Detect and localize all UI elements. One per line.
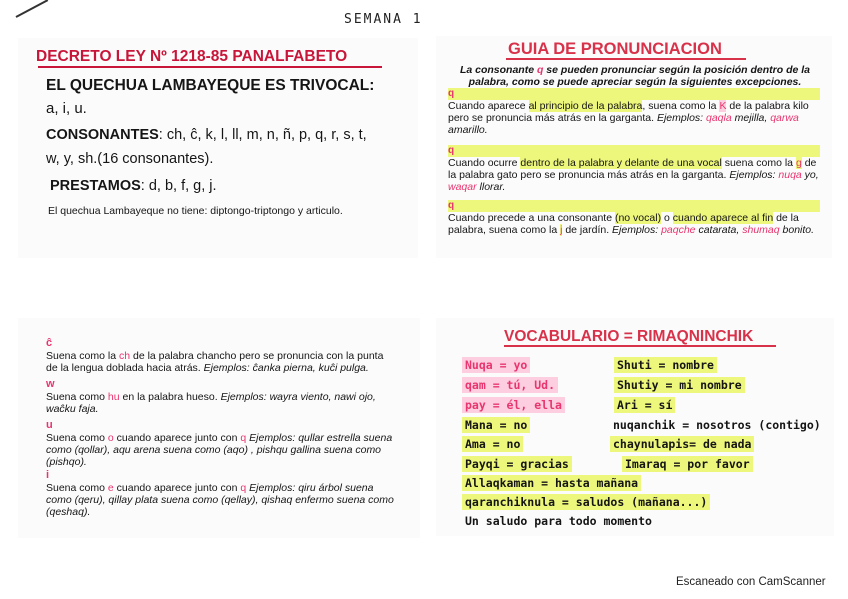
alphabet-note: El quechua Lambayeque no tiene: diptongo-triptongo y articulo.	[48, 205, 343, 217]
decree-title: DECRETO LEY Nº 1218-85 PANALFABETO	[36, 48, 348, 65]
letter-marker: q	[448, 88, 820, 100]
letter-rule-i: i Suena como e cuando aparece junto con q Ejemplos: qiru árbol suena como (qeru), qillay plata suena como (qellay), qishaq enfermo suena como (qeshaq).	[46, 469, 396, 518]
letter-marker: q	[448, 145, 820, 157]
letter-rule-w: w Suena como hu en la palabra hueso. Ejemplos: wayra viento, nawi ojo, waĉku faja.	[46, 378, 396, 415]
vocab-right-item: chaynulapis= de nada	[610, 436, 754, 452]
letter-heading: w	[46, 378, 55, 390]
trivocal-heading: EL QUECHUA LAMBAYEQUE ES TRIVOCAL:	[46, 77, 375, 94]
vocab-left-item: Allaqkaman = hasta mañana	[462, 475, 641, 491]
title-underline	[504, 345, 776, 347]
vocab-right-item: nuqanchik = nosotros (contigo)	[613, 418, 821, 432]
title-underline	[38, 66, 382, 68]
vocabulary-title: VOCABULARIO = RIMAQNINCHIK	[504, 328, 754, 345]
vocab-left-item: Mana = no	[462, 417, 530, 433]
pen-mark	[16, 0, 49, 18]
vocab-left-item: qam = tú, Ud.	[462, 377, 558, 393]
vocab-left-item: Payqi = gracias	[462, 456, 572, 472]
letter-heading: i	[46, 469, 50, 481]
letter-rule-ch: ĉ Suena como la ch de la palabra chancho pero se pronuncia con la punta de la lengua doblada hacia atrás. Ejemplos: ĉanka pierna, kuĉi pulga.	[46, 337, 396, 374]
letter-heading: ĉ	[46, 337, 53, 349]
letter-marker: q	[448, 200, 820, 212]
vocab-right-item: Shuti = nombre	[614, 357, 717, 373]
rule-middle-of-word: q Cuando ocurre dentro de la palabra y delante de una vocal suena como la g de la palabra gato pero se pronuncia más atrás en la garganta. Ejemplos: nuqa yo, waqar llorar.	[448, 145, 819, 193]
vocab-left-item: Ama = no	[462, 436, 523, 452]
vowels-list: a, i, u.	[46, 100, 87, 117]
vocab-closing-line: Un saludo para todo momento	[465, 514, 652, 528]
rule-start-of-word: q Cuando aparece al principio de la palabra, suena como la K de la palabra kilo pero se pronuncia más atrás en la garganta. Ejemplos: qaqla mejilla, qarwa amarillo.	[448, 88, 820, 136]
letter-rule-u: u Suena como o cuando aparece junto con q Ejemplos: qullar estrella suena como (qollar), aqu arena suena como (aqo) , pishqu gallina suena como (pishqo).	[46, 419, 396, 468]
vocab-right-item: Ari = sí	[614, 397, 675, 413]
consonants-line	[46, 127, 367, 143]
loans-label: PRESTAMOS	[50, 178, 141, 194]
pronunciation-title: GUIA DE PRONUNCIACION	[508, 40, 722, 58]
handwritten-title: SEMANA 1	[344, 12, 423, 27]
vocab-left-item: pay = él, ella	[462, 397, 565, 413]
scanner-watermark: Escaneado con CamScanner	[676, 576, 826, 588]
vocab-left-item: qaranchiknula = saludos (mañana...)	[462, 494, 710, 510]
vocab-right-item: Shutiy = mi nombre	[614, 377, 745, 393]
consonants-list: : ch, ĉ, k, l, ll, m, n, ñ, p, q, r, s, t,	[158, 127, 367, 143]
vocab-left-item: Nuqa = yo	[462, 357, 530, 373]
title-underline	[506, 58, 746, 60]
consonants-label: CONSONANTES	[46, 127, 159, 143]
consonants-list-cont: w, y, sh.(16 consonantes).	[46, 151, 214, 167]
loans-line	[50, 178, 217, 194]
letter-heading: u	[46, 419, 53, 431]
pronunciation-intro: La consonante q se pueden pronunciar según la posición dentro de la palabra, como se puede apreciar según la siguientes excepciones.	[459, 64, 811, 89]
rule-before-consonant: q Cuando precede a una consonante (no vocal) o cuando aparece al fin de la palabra, suena como la j de jardín. Ejemplos: paqche catarata, shumaq bonito.	[448, 200, 820, 236]
loans-list: : d, b, f, g, j.	[140, 178, 217, 194]
vocab-right-item: Imaraq = por favor	[622, 456, 753, 472]
panel-alphabet	[18, 38, 418, 258]
